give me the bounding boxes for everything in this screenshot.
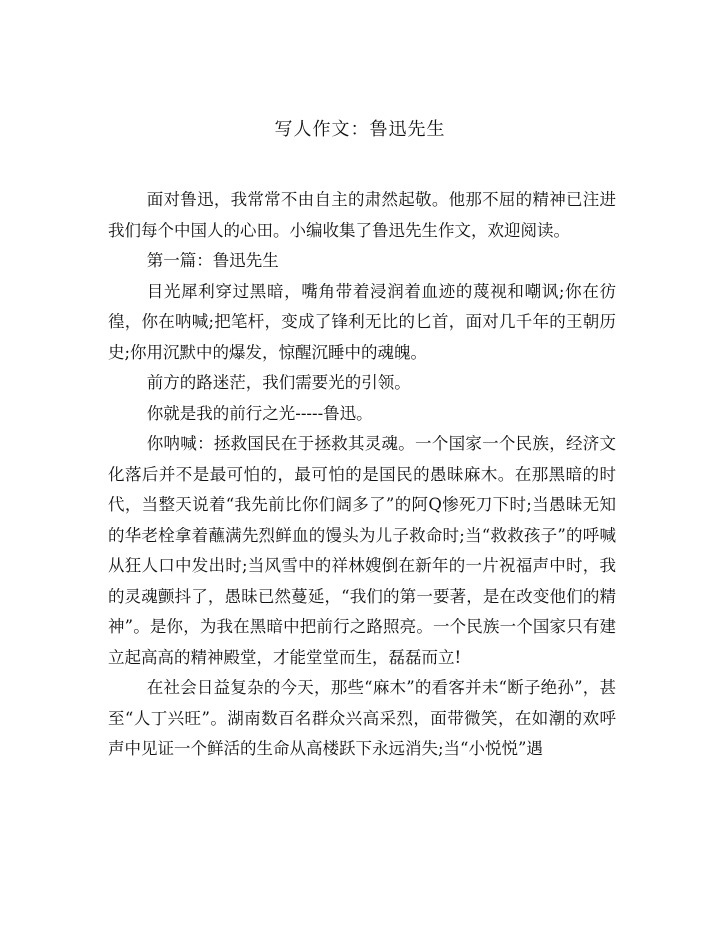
paragraph: 目光犀利穿过黑暗，嘴角带着浸润着血迹的蔑视和嘲讽;你在彷徨，你在呐喊;把笔杆，变成了锋利无比的匕首，面对几千年的王朝历史;你用沉默中的爆发，惊醒沉睡中的魂魄。 xyxy=(108,281,616,362)
paragraph: 你就是我的前行之光-----鲁迅。 xyxy=(146,403,373,423)
paragraph: 前方的路迷茫，我们需要光的引领。 xyxy=(146,373,411,392)
paragraph: 在社会日益复杂的今天，那些“麻木”的看客并未“断子绝孙”，甚至“人丁兴旺”。湖南数百名群众兴高采烈，面带微笑，在如潮的欢呼声中见证一个鲜活的生命从高楼跃下永远消失;当“小悦悦”遇 xyxy=(108,678,616,758)
document-body xyxy=(108,185,616,765)
paragraph: 你呐喊：拯救国民在于拯救其灵魂。一个国家一个民族，经济文化落后并不是最可怕的，最可怕的是国民的愚昧麻木。在那黑暗的时代，当整天说着“我先前比你们阔多了”的阿Q惨死刀下时;当愚昧无知的华老栓拿着蘸满先烈鲜血的馒头为儿子救命时;当“救救孩子”的呼喊从狂人口中发出时;当风雪中的祥林嫂倒在新年的一片祝福声中时，我的灵魂颤抖了，愚昧已然蔓延，“我们的第一要著，是在改变他们的精神”。是你，为我在黑暗中把前行之路照亮。一个民族一个国家只有建立起高高的精神殿堂，才能堂堂而生，磊磊而立! xyxy=(108,434,616,667)
paragraph-intro: 面对鲁迅，我常常不由自主的肃然起敬。他那不屈的精神已注进我们每个中国人的心田。小编收集了鲁迅先生作文，欢迎阅读。 xyxy=(108,190,616,240)
document-title: 写人作文：鲁迅先生 xyxy=(274,119,446,140)
section-heading: 第一篇：鲁迅先生 xyxy=(146,251,279,270)
